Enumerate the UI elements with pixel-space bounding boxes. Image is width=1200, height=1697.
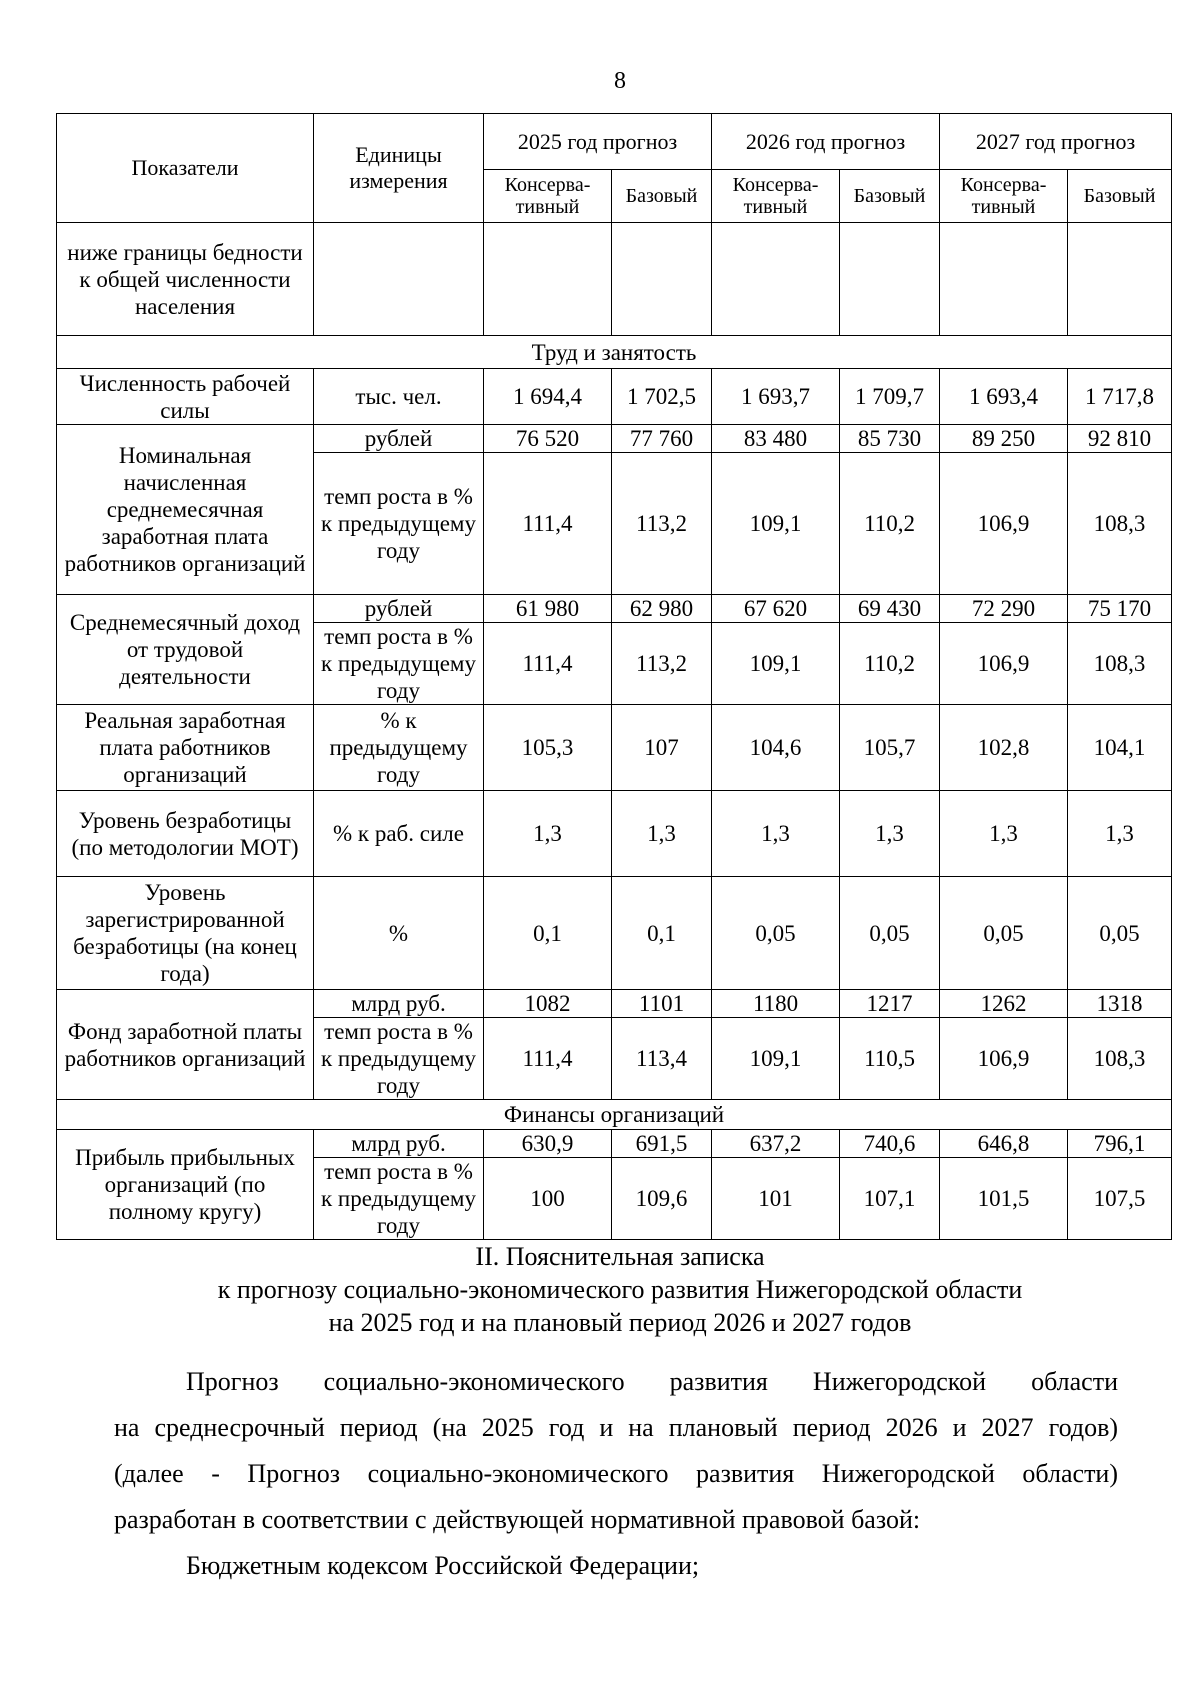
page-number: 8 <box>614 68 626 94</box>
section-finance <box>57 1100 1172 1130</box>
value-cell: 0,05 <box>712 877 840 990</box>
value-cell: 109,1 <box>712 623 840 705</box>
header-base-2025: Базовый <box>612 170 712 223</box>
row-payroll <box>57 990 1172 1018</box>
row-nominal-wage <box>57 425 1172 453</box>
section-title: Труд и занятость <box>57 336 1172 369</box>
header-base-2026: Базовый <box>840 170 940 223</box>
section-title: Финансы организаций <box>57 1100 1172 1130</box>
value-cell: 104,1 <box>1068 705 1172 791</box>
value-cell: 1217 <box>840 990 940 1018</box>
value-cell: 630,9 <box>484 1130 612 1158</box>
value-cell: 1180 <box>712 990 840 1018</box>
value-cell: 691,5 <box>612 1130 712 1158</box>
value-cell: 108,3 <box>1068 453 1172 595</box>
unit-cell: % к раб. силе <box>314 791 484 877</box>
row-labor-income <box>57 595 1172 623</box>
value-cell: 109,1 <box>712 453 840 595</box>
value-cell: 1 709,7 <box>840 369 940 425</box>
indicator-label: Среднемесячный доход от трудовой деятельности <box>57 595 314 705</box>
value-cell: 106,9 <box>940 623 1068 705</box>
value-cell: 110,2 <box>840 453 940 595</box>
forecast-table <box>56 113 1172 1240</box>
value-cell: 111,4 <box>484 1018 612 1100</box>
header-year-2025: 2025 год прогноз <box>484 114 712 170</box>
value-cell: 1082 <box>484 990 612 1018</box>
value-cell: 77 760 <box>612 425 712 453</box>
value-cell: 1,3 <box>484 791 612 877</box>
header-base-2027: Базовый <box>1068 170 1172 223</box>
value-cell: 100 <box>484 1158 612 1240</box>
section-labor <box>57 336 1172 369</box>
value-cell: 110,2 <box>840 623 940 705</box>
unit-cell: % <box>314 877 484 990</box>
value-cell: 105,7 <box>840 705 940 791</box>
unit-cell: темп роста в % к предыдущему году <box>314 1158 484 1240</box>
indicator-label: ниже границы бедности к общей численности населения <box>57 223 314 336</box>
value-cell: 0,1 <box>612 877 712 990</box>
header-unit: Единицы измерения <box>314 114 484 223</box>
value-cell: 85 730 <box>840 425 940 453</box>
value-cell: 106,9 <box>940 1018 1068 1100</box>
note-title-line-3: на 2025 год и на плановый период 2026 и 2027 годов <box>328 1308 912 1337</box>
value-cell: 110,5 <box>840 1018 940 1100</box>
header-year-2026: 2026 год прогноз <box>712 114 940 170</box>
header-conservative-2027: Консерва-тивный <box>940 170 1068 223</box>
row-poverty-continued <box>57 223 1172 336</box>
value-cell: 1,3 <box>840 791 940 877</box>
value-cell: 62 980 <box>612 595 712 623</box>
indicator-label: Численность рабочей силы <box>57 369 314 425</box>
value-cell: 1,3 <box>940 791 1068 877</box>
value-cell: 1 717,8 <box>1068 369 1172 425</box>
row-labor-force <box>57 369 1172 425</box>
value-cell: 0,1 <box>484 877 612 990</box>
header-row-years <box>57 114 1172 170</box>
value-cell: 107,1 <box>840 1158 940 1240</box>
value-cell: 108,3 <box>1068 1018 1172 1100</box>
value-cell: 637,2 <box>712 1130 840 1158</box>
indicator-label: Уровень зарегистрированной безработицы (на конец года) <box>57 877 314 990</box>
row-registered-unemployment <box>57 877 1172 990</box>
value-cell: 76 520 <box>484 425 612 453</box>
value-cell: 111,4 <box>484 453 612 595</box>
value-cell: 1,3 <box>1068 791 1172 877</box>
value-cell: 109,1 <box>712 1018 840 1100</box>
header-conservative-2026: Консерва-тивный <box>712 170 840 223</box>
unit-cell: млрд руб. <box>314 1130 484 1158</box>
value-cell: 69 430 <box>840 595 940 623</box>
header-year-2027: 2027 год прогноз <box>940 114 1172 170</box>
header-indicator: Показатели <box>57 114 314 223</box>
unit-cell: рублей <box>314 595 484 623</box>
body-line-1: Прогноз социально-экономического развития Нижегородской области <box>186 1367 1118 1396</box>
value-cell: 1 694,4 <box>484 369 612 425</box>
value-cell: 113,4 <box>612 1018 712 1100</box>
body-line-4: разработан в соответствии с действующей нормативной правовой базой: <box>114 1505 921 1534</box>
value-cell: 75 170 <box>1068 595 1172 623</box>
value-cell: 106,9 <box>940 453 1068 595</box>
unit-cell: темп роста в % к предыдущему году <box>314 623 484 705</box>
indicator-label: Уровень безработицы (по методологии МОТ) <box>57 791 314 877</box>
value-cell: 0,05 <box>1068 877 1172 990</box>
unit-cell: темп роста в % к предыдущему году <box>314 453 484 595</box>
row-profit <box>57 1130 1172 1158</box>
value-cell: 646,8 <box>940 1130 1068 1158</box>
indicator-label: Номинальная начисленная среднемесячная заработная плата работников организаций <box>57 425 314 595</box>
body-line-2: на среднесрочный период (на 2025 год и на плановый период 2026 и 2027 годов) <box>114 1413 1118 1442</box>
value-cell: 1318 <box>1068 990 1172 1018</box>
unit-cell: млрд руб. <box>314 990 484 1018</box>
indicator-label: Фонд заработной платы работников организаций <box>57 990 314 1100</box>
value-cell: 72 290 <box>940 595 1068 623</box>
value-cell: 102,8 <box>940 705 1068 791</box>
value-cell: 92 810 <box>1068 425 1172 453</box>
value-cell: 107 <box>612 705 712 791</box>
unit-cell: % к предыдущему году <box>314 705 484 791</box>
value-cell: 740,6 <box>840 1130 940 1158</box>
value-cell: 1 702,5 <box>612 369 712 425</box>
unit-cell: тыс. чел. <box>314 369 484 425</box>
value-cell: 0,05 <box>940 877 1068 990</box>
note-title-line-2: к прогнозу социально-экономического развития Нижегородской области <box>217 1275 1023 1304</box>
value-cell: 83 480 <box>712 425 840 453</box>
value-cell: 1 693,4 <box>940 369 1068 425</box>
value-cell: 104,6 <box>712 705 840 791</box>
row-unemployment <box>57 791 1172 877</box>
indicator-label: Реальная заработная плата работников организаций <box>57 705 314 791</box>
value-cell: 0,05 <box>840 877 940 990</box>
body-line-5: Бюджетным кодексом Российской Федерации; <box>186 1551 700 1580</box>
body-line-3: (далее - Прогноз социально-экономического развития Нижегородской области) <box>114 1459 1118 1488</box>
value-cell: 101,5 <box>940 1158 1068 1240</box>
unit-cell: темп роста в % к предыдущему году <box>314 1018 484 1100</box>
header-conservative-2025: Консерва-тивный <box>484 170 612 223</box>
value-cell: 67 620 <box>712 595 840 623</box>
value-cell: 108,3 <box>1068 623 1172 705</box>
value-cell: 107,5 <box>1068 1158 1172 1240</box>
value-cell: 1 693,7 <box>712 369 840 425</box>
value-cell: 1101 <box>612 990 712 1018</box>
value-cell: 105,3 <box>484 705 612 791</box>
value-cell: 111,4 <box>484 623 612 705</box>
value-cell: 61 980 <box>484 595 612 623</box>
value-cell: 1262 <box>940 990 1068 1018</box>
row-real-wage <box>57 705 1172 791</box>
value-cell: 1,3 <box>712 791 840 877</box>
value-cell: 113,2 <box>612 453 712 595</box>
value-cell: 796,1 <box>1068 1130 1172 1158</box>
indicator-label: Прибыль прибыльных организаций (по полному кругу) <box>57 1130 314 1240</box>
note-title-line-1: II. Пояснительная записка <box>475 1242 765 1271</box>
value-cell: 109,6 <box>612 1158 712 1240</box>
value-cell: 113,2 <box>612 623 712 705</box>
value-cell: 101 <box>712 1158 840 1240</box>
unit-cell: рублей <box>314 425 484 453</box>
value-cell: 1,3 <box>612 791 712 877</box>
value-cell: 89 250 <box>940 425 1068 453</box>
